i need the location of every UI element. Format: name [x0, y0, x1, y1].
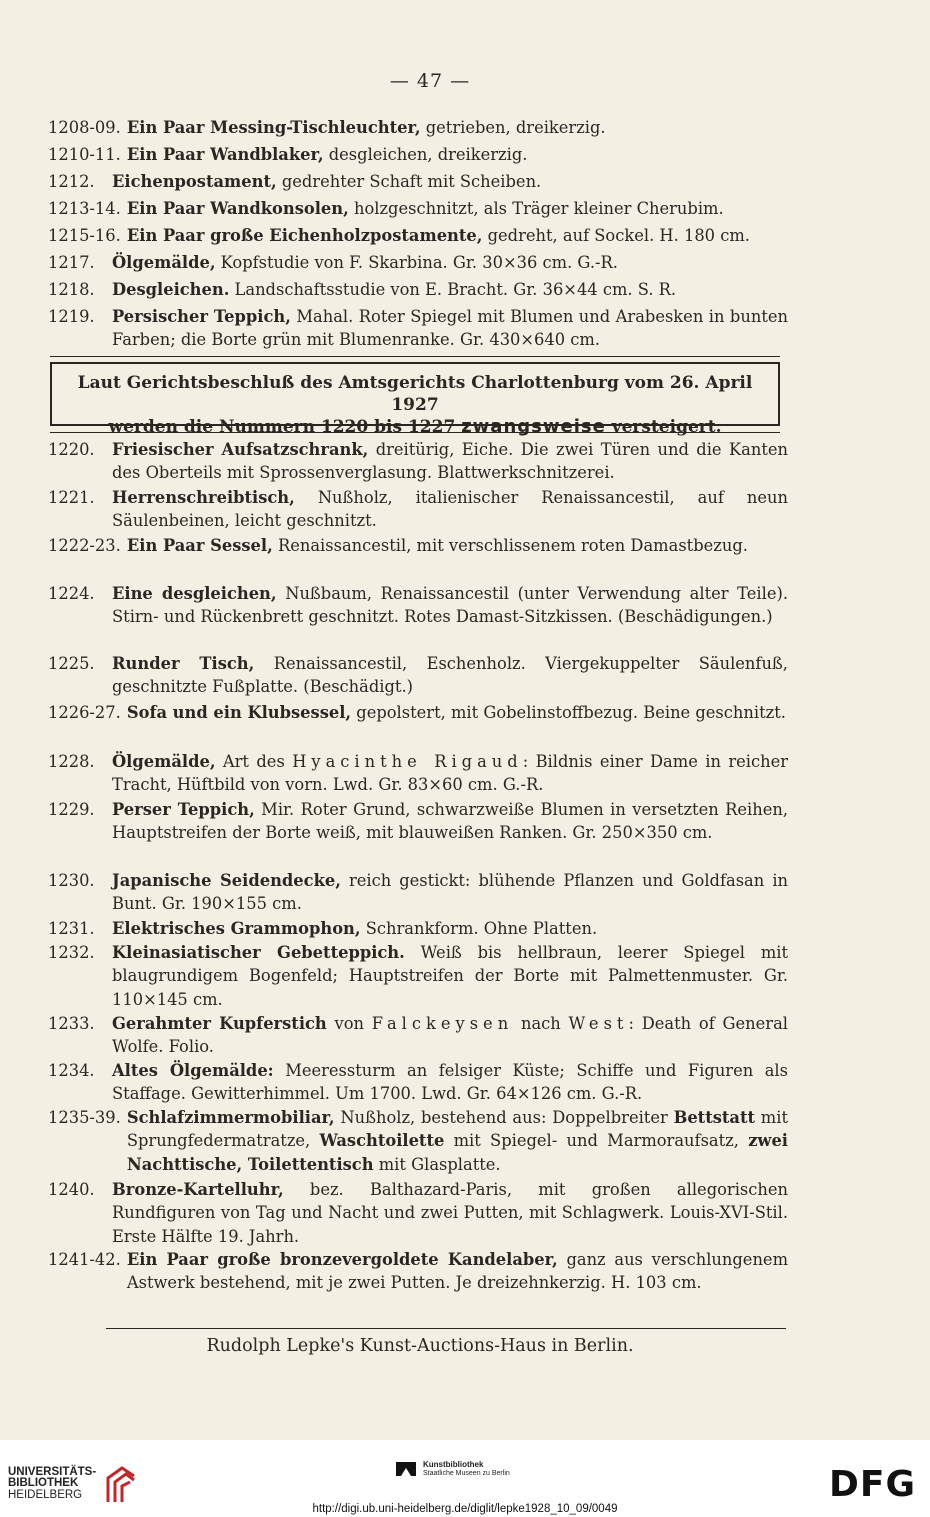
lot-entry — [48, 917, 788, 940]
lot-description: Landschaftsstudie von E. Bracht. Gr. 36×44 cm. S. R. — [229, 280, 677, 299]
lot-entry — [48, 798, 788, 845]
lot-description: : Bildnis einer Dame in reicher Tracht, Hüftbild von vorn. Lwd. Gr. 83×60 cm. G.-R. — [112, 752, 788, 795]
lot-entry — [48, 278, 788, 301]
artist-name-2: West — [568, 1014, 629, 1033]
permalink-url[interactable]: http://digi.ub.uni-heidelberg.de/diglit/lepke1928_10_09/0049 — [312, 1503, 618, 1515]
publisher-imprint: Rudolph Lepke's Kunst-Auctions-Haus in Berlin. — [206, 1336, 634, 1356]
lot-description: ganz aus verschlungenem Astwerk bestehend, mit je zwei Putten. Je dreizehnkerzig. H. 103 cm. — [126, 1250, 789, 1293]
digitization-footer — [0, 1440, 930, 1517]
lot-title: Ein Paar Wandblaker, — [126, 145, 324, 164]
lot-entry — [48, 1248, 788, 1295]
lot-number: 1226-27. — [48, 703, 121, 722]
lot-title: Herrenschreibtisch, — [112, 488, 295, 507]
lot-title: Ölgemälde, — [112, 752, 216, 771]
lot-title: Sofa und ein Klubsessel, — [126, 703, 352, 722]
notice-rule — [50, 356, 780, 357]
lot-description: Meeressturm an felsiger Küste; Schiffe und Figuren als Staffage. Gewitterhimmel. Um 1700. Lwd. Gr. 64×126 cm. G.-R. — [112, 1061, 788, 1104]
uni-line-3: HEIDELBERG — [8, 1488, 83, 1501]
lot-description: gedrehter Schaft mit Scheiben. — [276, 172, 542, 191]
lot-number: 1212. — [48, 172, 95, 191]
lot-number: 1229. — [48, 800, 95, 819]
lot-number: 1221. — [48, 488, 95, 507]
lot-subtitle: Bettstatt — [673, 1108, 756, 1127]
lot-title: Japanische Seidendecke, — [112, 871, 341, 890]
lot-title: Altes Ölgemälde: — [112, 1061, 274, 1080]
lot-number: 1222-23. — [48, 536, 121, 555]
lot-number: 1210-11. — [48, 145, 121, 164]
lot-title: Bronze-Kartelluhr, — [112, 1180, 284, 1199]
lot-entry — [48, 305, 788, 352]
lot-description: Weiß bis hellbraun, leerer Spiegel mit blaugrundigem Bogenfeld; Hauptstreifen der Borte mit Palmettenmuster. Gr. 110×145 cm. — [112, 943, 789, 1009]
lot-number: 1220. — [48, 440, 95, 459]
lot-number: 1232. — [48, 943, 95, 962]
lot-entry — [48, 652, 788, 699]
lot-number: 1234. — [48, 1061, 95, 1080]
lot-description: Nußholz, bestehend aus: Doppelbreiter — [334, 1108, 674, 1127]
lot-description-mid: nach — [513, 1014, 569, 1033]
lot-subtitle: Waschtoilette — [319, 1131, 445, 1151]
lot-description: bez. Balthazard-Paris, mit großen allegorischen Rundfiguren von Tag und Nacht und zwei Putten, mit Schlagwerk. Louis-XVI-Stil. Erste Hälfte 19. Jahrh. — [112, 1180, 788, 1246]
lot-description: getrieben, dreikerzig. — [420, 118, 606, 137]
notice-line-2-end: versteigert. — [611, 417, 722, 437]
heidelberg-library-logo[interactable] — [8, 1464, 138, 1504]
notice-line-2 — [52, 416, 778, 438]
lot-title: Kleinasiatischer Gebetteppich. — [112, 943, 405, 962]
lot-description: Schrankform. Ohne Platten. — [360, 919, 598, 938]
lot-title: Desgleichen. — [112, 280, 230, 299]
lot-title: Eine desgleichen, — [112, 584, 277, 603]
lot-number: 1208-09. — [48, 118, 121, 137]
lot-number: 1231. — [48, 919, 95, 938]
lot-entry — [48, 1059, 788, 1106]
lot-number: 1213-14. — [48, 199, 121, 218]
lot-description: gedreht, auf Sockel. H. 180 cm. — [482, 226, 750, 245]
lot-number: 1219. — [48, 307, 95, 326]
lot-entry — [48, 116, 788, 139]
lot-number: 1224. — [48, 584, 95, 603]
lot-title: Ein Paar Wandkonsolen, — [126, 199, 349, 218]
page-number: — 47 — — [389, 70, 471, 92]
lot-description: Mir. Roter Grund, schwarzweiße Blumen in versetzten Reihen, Hauptstreifen der Borte weiß, mit blauweißen Ranken. Gr. 250×350 cm. — [112, 800, 789, 843]
heidelberg-mark-icon — [104, 1464, 138, 1504]
lot-title: Ölgemälde, — [112, 253, 216, 272]
kunstbibliothek-logo[interactable] — [395, 1458, 510, 1480]
lot-description: reich gestickt: blühende Pflanzen und Goldfasan in Bunt. Gr. 190×155 cm. — [112, 871, 789, 914]
lot-number: 1217. — [48, 253, 95, 272]
lot-number: 1240. — [48, 1180, 95, 1199]
lot-entry — [48, 1178, 788, 1248]
lot-description: mit Glasplatte. — [373, 1154, 501, 1174]
kb-line-1: Kunstbibliothek — [423, 1460, 484, 1469]
lot-description: Mahal. Roter Spiegel mit Blumen und Arabesken in bunten Farben; die Borte grün mit Blumenranke. Gr. 430×640 cm. — [112, 307, 788, 350]
artist-name: Falckeysen — [371, 1014, 514, 1033]
lot-description: mit Spiegel- und Marmoraufsatz, — [444, 1131, 749, 1151]
lot-title: Ein Paar große bronzevergoldete Kandelaber, — [126, 1250, 558, 1269]
lot-entry — [48, 197, 788, 220]
lot-title: Ein Paar Messing-Tischleuchter, — [126, 118, 421, 137]
lot-title: Schlafzimmermobiliar, — [126, 1108, 335, 1127]
lot-number: 1225. — [48, 654, 95, 673]
artist-name: Hyacinthe Rigaud — [292, 752, 523, 771]
dfg-logo[interactable]: DFG — [828, 1464, 916, 1505]
lot-description-start: von — [326, 1014, 372, 1033]
lot-description: Renaissancestil, mit verschlissenem roten Damastbezug. — [272, 536, 748, 555]
lot-entry — [48, 1106, 788, 1176]
notice-line-1: Laut Gerichtsbeschluß des Amtsgerichts Charlottenburg vom 26. April 1927 — [77, 373, 753, 415]
lot-title: Ein Paar große Eichenholzpostamente, — [126, 226, 483, 245]
lot-description: Renaissancestil, Eschenholz. Viergekuppelter Säulenfuß, geschnitzte Fußplatte. (Beschädigt.) — [112, 654, 788, 697]
lot-number: 1215-16. — [48, 226, 121, 245]
lot-entry — [48, 1012, 788, 1059]
footer-rule — [106, 1328, 786, 1329]
lot-number: 1228. — [48, 752, 95, 771]
lot-entry — [48, 224, 788, 247]
lot-description: dreitürig, Eiche. Die zwei Türen und die Kanten des Oberteils mit Sprossenverglasung. Blattwerkschnitzerei. — [112, 440, 788, 483]
lot-title: Gerahmter Kupferstich — [112, 1014, 327, 1033]
lot-entry — [48, 750, 788, 797]
lot-title: Perser Teppich, — [112, 800, 255, 819]
lot-entry — [48, 941, 788, 1011]
lot-title: Friesischer Aufsatzschrank, — [112, 440, 369, 459]
lot-entry — [48, 486, 788, 533]
kunstbibliothek-mark-icon — [395, 1458, 417, 1480]
lot-entry — [48, 143, 788, 166]
lot-description: mit Sprungfedermatratze, — [126, 1108, 788, 1151]
lot-entry — [48, 170, 788, 193]
lot-entry — [48, 251, 788, 274]
lot-description: desgleichen, dreikerzig. — [323, 145, 528, 164]
lot-description-start: Art des — [215, 752, 293, 771]
court-notice-box — [50, 362, 780, 437]
lot-number: 1233. — [48, 1014, 95, 1033]
lot-description: Kopfstudie von F. Skarbina. Gr. 30×36 cm. G.-R. — [215, 253, 618, 272]
lot-description: gepolstert, mit Gobelinstoffbezug. Beine geschnitzt. — [351, 703, 786, 722]
lot-number: 1241-42. — [48, 1250, 121, 1269]
lot-entry — [48, 438, 788, 485]
lot-subtitle: zwei Nachttische, Toilettentisch — [126, 1131, 788, 1174]
lot-number: 1218. — [48, 280, 95, 299]
lot-number: 1230. — [48, 871, 95, 890]
lot-description: : Death of General Wolfe. Folio. — [112, 1014, 788, 1057]
lot-description: Nußholz, italienischer Renaissancestil, auf neun Säulenbeinen, leicht geschnitzt. — [112, 488, 788, 531]
lot-title: Persischer Teppich, — [112, 307, 291, 326]
lot-entry — [48, 701, 788, 724]
lot-title: Ein Paar Sessel, — [126, 536, 273, 555]
kb-line-2: Staatliche Museen zu Berlin — [423, 1470, 510, 1477]
lot-description: holzgeschnitzt, als Träger kleiner Cherubim. — [348, 199, 724, 218]
lot-title: Elektrisches Grammophon, — [112, 919, 361, 938]
lot-number: 1235-39. — [48, 1108, 121, 1127]
lot-title: Runder Tisch, — [112, 654, 255, 673]
lot-description: Nußbaum, Renaissancestil (unter Verwendung alter Teile). Stirn- und Rückenbrett geschnitzt. Rotes Damast-Sitzkissen. (Beschädigungen.) — [112, 584, 788, 627]
uni-line-1: UNIVERSITÄTS- — [8, 1465, 97, 1478]
uni-line-2: BIBLIOTHEK — [8, 1477, 79, 1490]
notice-emphasis: zwangsweise — [461, 416, 606, 437]
lot-entry — [48, 534, 788, 557]
lot-entry — [48, 582, 788, 629]
lot-entry — [48, 869, 788, 916]
notice-line-2-start: werden die Nummern 1220 bis 1227 — [108, 417, 456, 437]
lot-title: Eichenpostament, — [112, 172, 277, 191]
notice-rule — [50, 432, 780, 433]
